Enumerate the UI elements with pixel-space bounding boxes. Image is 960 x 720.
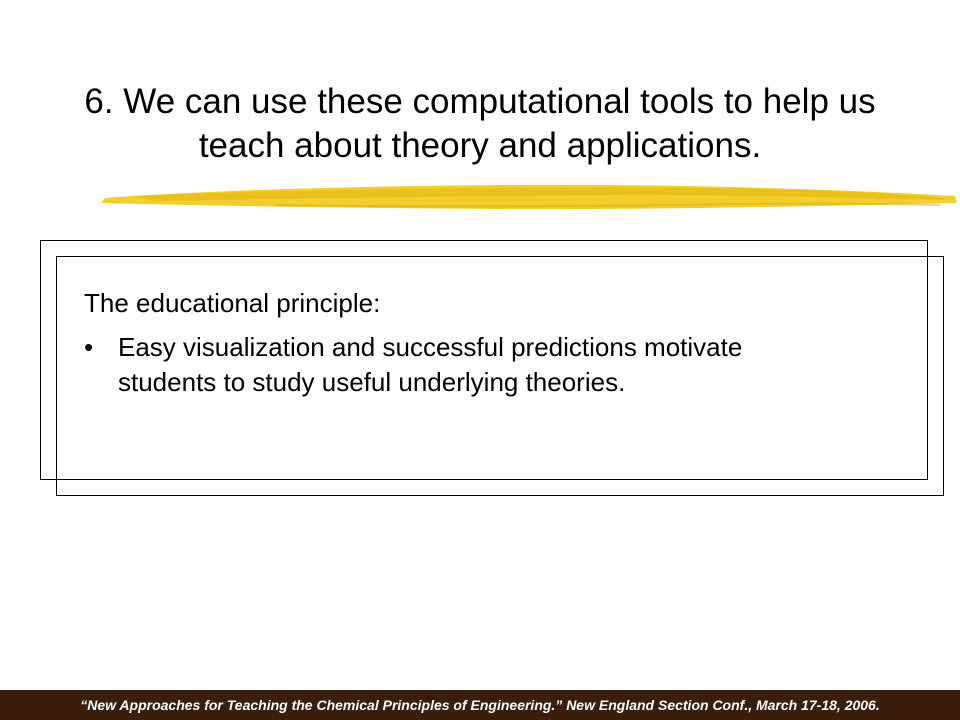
bullet-line-2: students to study useful underlying theories. — [118, 367, 626, 397]
bullet-dot-icon: • — [84, 332, 94, 362]
title-line-1: 6. We can use these computational tools to help us — [84, 82, 876, 121]
content-text — [84, 286, 904, 400]
footer-citation: “New Approaches for Teaching the Chemical Principles of Engineering.” New England Section Conf., March 17-18, 2006. — [0, 690, 960, 720]
bullet-item — [84, 330, 904, 400]
principle-heading: The educational principle: — [84, 288, 381, 318]
bullet-line-1: Easy visualization and successful predictions motivate — [118, 332, 743, 362]
title-line-2: teach about theory and applications. — [198, 126, 762, 165]
highlighter-stroke — [95, 176, 960, 216]
slide-title — [40, 80, 920, 168]
